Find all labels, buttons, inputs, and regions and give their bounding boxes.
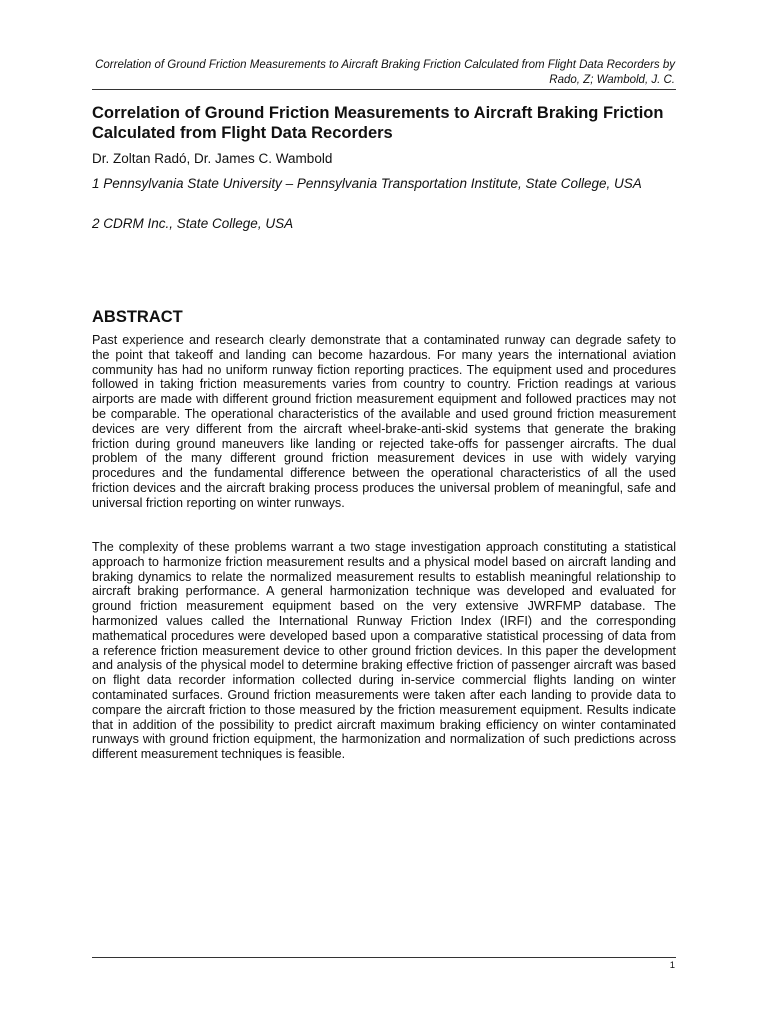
abstract-paragraph-2: The complexity of these problems warrant a two stage investigation approach constituting a statistical approach to harmonize friction measurement results and a physical model based on aircraft landing and braking dynamics to relate the normalized measurement results to establish meaningful relationship to aircraft braking performance. A general harmonization technique was developed and evaluated for ground friction measurement equipment based on the very extensive JWRFMP database. The harmonized values called the International Runway Friction Index (IRFI) and the corresponding mathematical procedures were developed based upon a comparative statistical processing of data from a reference friction measurement device to other ground friction devices. In this paper the development and analysis of the physical model to determine braking effective friction of passenger aircraft was based on flight data recorder information collected during in-service commercial flights landing on winter contaminated surfaces. Ground friction measurements were taken after each landing to provide data to compare the aircraft friction to those measured by the friction measurement equipment. Results indicate that in addition of the possibility to predict aircraft maximum braking efficiency on winter contaminated runways with ground friction equipment, the harmonization and normalization of such predictions across different measurement techniques is feasible.	[92, 540, 676, 762]
footer-rule	[92, 957, 676, 958]
abstract-paragraph-1: Past experience and research clearly demonstrate that a contaminated runway can degrade safety to the point that takeoff and landing can become hazardous. For many years the international aviation community has had no uniform runway fiction reporting practices. The equipment used and procedures followed in taking friction measurements varies from country to country. Friction readings at various airports are made with different ground friction measurement equipment and followed practices may not be comparable. The operational characteristics of the available and used ground friction measurement devices are very different from the aircraft wheel-brake-anti-skid systems that generate the braking friction during ground maneuvers like landing or rejected take-offs for passenger aircrafts. The dual problem of the many different ground friction measurement devices in use with widely varying procedures and the fundamental difference between the operational characteristics of all the used friction devices and the aircraft braking process produces the universal problem of meaningful, safe and universal friction reporting on winter runways.	[92, 333, 676, 510]
abstract-heading: ABSTRACT	[92, 308, 183, 326]
affiliation-2: 2 CDRM Inc., State College, USA	[92, 216, 294, 231]
affiliation-1: 1 Pennsylvania State University – Pennsylvania Transportation Institute, State College, USA	[92, 176, 642, 191]
page-number: 1	[669, 960, 675, 971]
paper-title: Correlation of Ground Friction Measurements to Aircraft Braking Friction Calculated from Flight Data Recorders	[92, 104, 664, 142]
authors-line: Dr. Zoltan Radó, Dr. James C. Wambold	[92, 151, 333, 166]
running-header: Correlation of Ground Friction Measurements to Aircraft Braking Friction Calculated from Flight Data Recorders by Rado, Z; Wambold, J. C.	[95, 59, 675, 86]
header-rule	[92, 89, 676, 90]
